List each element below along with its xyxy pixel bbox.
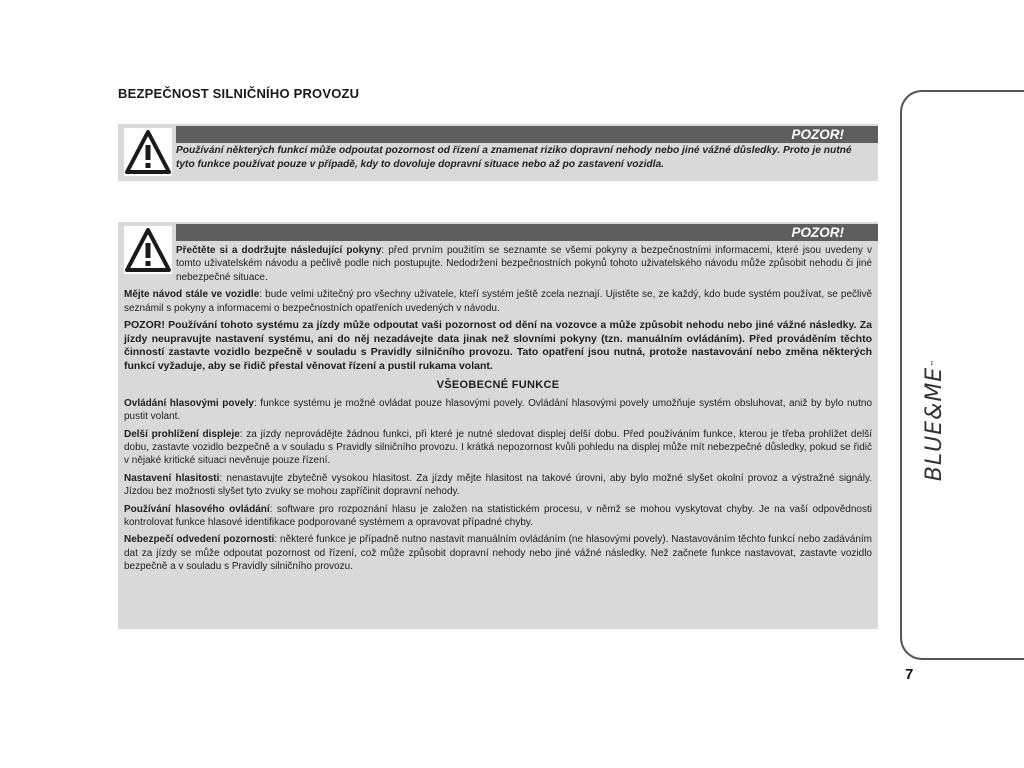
trademark: ™	[930, 358, 938, 367]
page-number: 7	[905, 666, 914, 683]
paragraph-volume	[124, 472, 872, 499]
warning-box-1	[118, 124, 878, 181]
section-title: BEZPEČNOST SILNIČNÍHO PROVOZU	[118, 86, 360, 101]
paragraph-lead: Nastavení hlasitosti	[124, 472, 220, 484]
paragraph-voice-control	[124, 397, 872, 424]
paragraph-lead: Ovládání hlasovými povely	[124, 397, 254, 409]
paragraph-instructions	[176, 244, 872, 284]
side-tab	[900, 90, 1024, 660]
warning-body	[124, 244, 872, 578]
paragraph-text: : funkce systému je možné ovládat pouze hlasovými povely. Ovládání hlasovými povely umožňuje systém obsluhovat, aniž by bylo nutno pustit volant.	[124, 397, 873, 423]
paragraph-text: : nenastavujte zbytečně vysokou hlasitost. Za jízdy mějte hlasitost na takové úrovni, aby bylo možné slyšet okolní provoz a výstražné signály. Jízdou bez možnosti slyšet tyto zvuky se mohou zapříčinit dopravní nehody.	[124, 472, 872, 498]
paragraph-text: : před prvním použitím se seznamte se všemi pokyny a bezpečnostními informacemi, které jsou uvedeny v tomto uživatelském návodu a pečlivě podle nich postupujte. Nedodržení bezpečnostních pokynů tohoto uživatelského návodu může způsobit nehodu či jiné nebezpečné situace.	[176, 245, 872, 283]
paragraph-lead: Mějte návod stále ve vozidle	[124, 289, 260, 301]
paragraph-lead: Přečtěte si a dodržujte následující pokyny	[176, 245, 382, 256]
paragraph-lead: Delší prohlížení displeje	[124, 428, 240, 440]
warning-heading: POZOR!	[176, 224, 878, 241]
paragraph-voice-usage	[124, 503, 872, 530]
warning-heading: POZOR!	[176, 126, 878, 143]
paragraph-display	[124, 428, 872, 468]
paragraph-distraction	[124, 533, 872, 573]
paragraph-manual	[124, 288, 872, 315]
warning-text: Používání některých funkcí může odpoutat pozornost od řízení a znamenat riziko dopravní nehody nebo jiné vážné důsledky. Proto je nutné tyto funkce používat pouze v případě, kdy to dovoluje dopravní situace nebo až po zastavení vozidla.	[176, 145, 852, 170]
paragraph-lead: Používání hlasového ovládání	[124, 503, 270, 515]
brand-logo	[904, 358, 964, 482]
paragraph-text: : bude velmi užitečný pro všechny uživatele, kteří systém ještě zcela neznají. Ujistěte se, ze každý, kdo bude systém používat, se pečlivě seznámil s pokyny a informacemi o bezpečnostních opatřeních uvedených v návodu.	[124, 289, 873, 314]
paragraph-lead: Nebezpečí odvedení pozornosti	[124, 534, 275, 546]
warning-box-2	[118, 222, 878, 629]
paragraph-caution: POZOR! Používání tohoto systému za jízdy může odpoutat vaši pozornost od dění na vozovce a může způsobit nehodu nebo jiné vážné následky. Za jízdy neupravujte nastavení systému, ani do něj nezadávejte data jinak než slovními pokyny (tzn. manuálním ovládáním). Před prováděním těchto činností zastavte vozidlo bezpečně v souladu s Pravidly silničního provozu. Tato opatření jsou nutná, protože nastavování nebo změna některých funkcí vyžaduje, aby se řidič přestal věnovat řízení a pustil rukama volant.	[124, 319, 872, 372]
paragraph-text: : za jízdy neprovádějte žádnou funkci, při které je nutné sledovat displej delší dobu. Před používáním funkce, kterou je třeba prohlížet delší dobu, zastavte vozidlo bezpečně a v souladu s Pravidly silničního provozu. I krátká nepozornost kvůli pohledu na displej může mít nebezpečné důsledky, pokud se řidič v nějaké kritické situaci nevěnuje pouze řízení.	[124, 428, 873, 467]
brand-logo-text: BLUE&ME	[921, 366, 947, 482]
paragraph-text: : některé funkce je případně nutno nastavit manuálním ovládáním (ne hlasovými povely). Nastavováním těchto funkcí nebo zadáváním dat za jízdy se může odpoutat pozornost od řízení, což může způsobit dopravní nehody nebo jiné vážné následky. Než začnete funkce nastavovat, zastavte vozidlo bezpečně a v souladu s Pravidly silničního provozu.	[124, 534, 873, 573]
warning-triangle-icon	[124, 128, 172, 176]
subheading-general-functions: VŠEOBECNÉ FUNKCE	[436, 379, 560, 392]
paragraph-text: : software pro rozpoznání hlasu je založen na statistickém procesu, v němž se mohou vyskytovat chyby. Je na vaší odpovědnosti kontrolovat funkce hlasové identifikace podporované systémem a opravovat případné chyby.	[124, 503, 872, 529]
